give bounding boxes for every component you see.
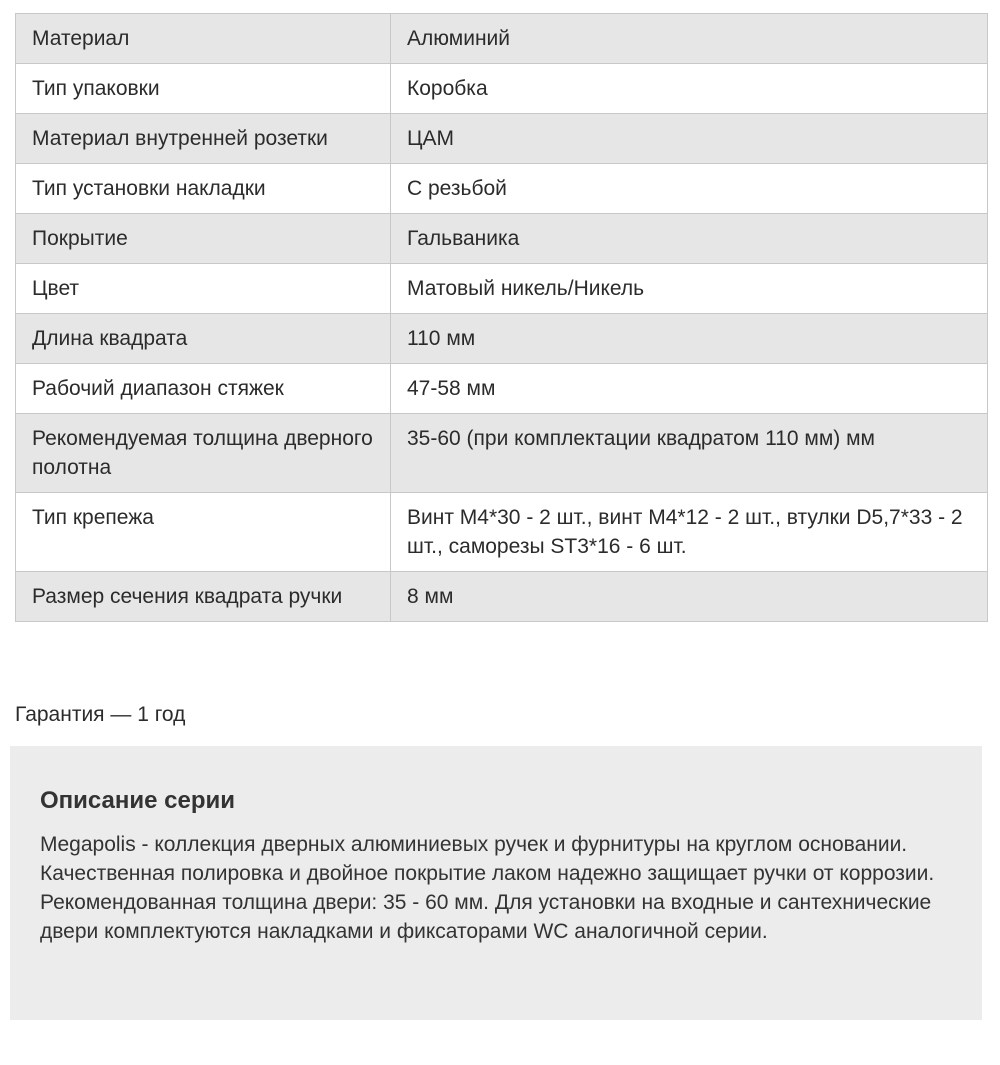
spec-row (16, 493, 988, 572)
spec-label: Рекомендуемая толщина дверного полотна (16, 414, 391, 493)
spec-value: Алюминий (391, 14, 988, 64)
spec-row (16, 64, 988, 114)
spec-value: 110 мм (391, 314, 988, 364)
spec-value: ЦАМ (391, 114, 988, 164)
spec-row (16, 164, 988, 214)
spec-value: 35-60 (при комплектации квадратом 110 мм) мм (391, 414, 988, 493)
spec-label: Тип упаковки (16, 64, 391, 114)
series-description-panel (10, 746, 982, 1020)
series-description: Megapolis - коллекция дверных алюминиевых ручек и фурнитуры на круглом основании. Качественная полировка и двойное покрытие лаком надежно защищает ручки от коррозии. Рекомендованная толщина двери: 35 - 60 мм. Для установки на входные и сантехнические двери комплектуются накладками и фиксаторами WC аналогичной серии. (40, 833, 935, 943)
specs-table (15, 13, 988, 622)
series-title: Описание серии (40, 787, 236, 814)
spec-label: Покрытие (16, 214, 391, 264)
warranty-text: Гарантия — 1 год (15, 703, 186, 726)
spec-label: Размер сечения квадрата ручки (16, 572, 391, 622)
spec-row (16, 364, 988, 414)
spec-value: Матовый никель/Никель (391, 264, 988, 314)
spec-value: 8 мм (391, 572, 988, 622)
spec-row (16, 114, 988, 164)
spec-row (16, 264, 988, 314)
spec-row (16, 14, 988, 64)
spec-label: Материал внутренней розетки (16, 114, 391, 164)
spec-value: Коробка (391, 64, 988, 114)
spec-value: Гальваника (391, 214, 988, 264)
spec-label: Тип крепежа (16, 493, 391, 572)
spec-label: Рабочий диапазон стяжек (16, 364, 391, 414)
spec-value: С резьбой (391, 164, 988, 214)
spec-label: Материал (16, 14, 391, 64)
spec-label: Тип установки накладки (16, 164, 391, 214)
spec-value: 47-58 мм (391, 364, 988, 414)
spec-row (16, 314, 988, 364)
spec-value: Винт М4*30 - 2 шт., винт М4*12 - 2 шт., втулки D5,7*33 - 2 шт., саморезы ST3*16 - 6 шт. (391, 493, 988, 572)
spec-row (16, 572, 988, 622)
spec-label: Цвет (16, 264, 391, 314)
spec-label: Длина квадрата (16, 314, 391, 364)
spec-row (16, 214, 988, 264)
spec-row (16, 414, 988, 493)
